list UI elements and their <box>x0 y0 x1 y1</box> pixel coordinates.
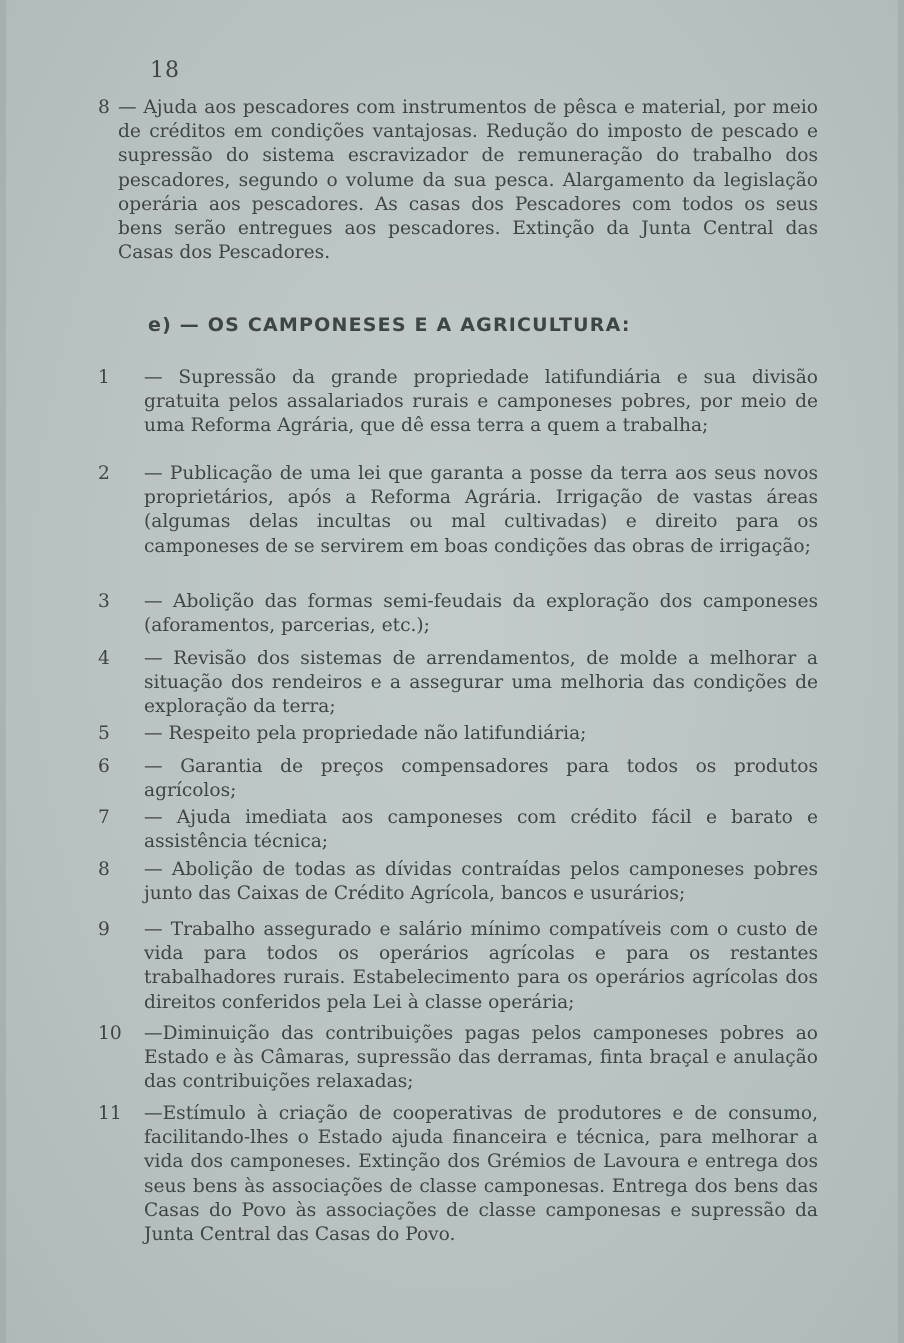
list-item <box>98 1102 818 1247</box>
item-text: — Publicação de uma lei que garanta a posse da terra aos seus novos proprietários, após a Reforma Agrária. Irrigação de vastas áreas (algumas delas incultas ou mal cultivadas) e direito para os camponeses de se servirem em boas condições das obras de irrigação; <box>144 463 818 557</box>
item-number: 5 <box>98 723 110 744</box>
item-number: 8 <box>98 97 110 118</box>
item-text: — Ajuda aos pescadores com instrumentos de pêsca e material, por meio de créditos em condições vantajosas. Redução do imposto de pescado e supressão do sistema escravizador de remuneração do trabalho dos pescadores, segundo o volume da sua pesca. Alargamento da legislação operária aos pescadores. As casas dos Pescadores com todos os seus bens serão entregues aos pescadores. Extinção da Junta Central das Casas dos Pescadores. <box>118 97 818 264</box>
item-text: — Revisão dos sistemas de arrendamentos, de molde a melhorar a situação dos rendeiros e a assegurar uma melhoria das condições de exploração da terra; <box>144 648 818 718</box>
list-item <box>98 755 818 803</box>
list-item <box>98 918 818 1015</box>
item-number: 3 <box>98 591 110 612</box>
item-text: —Estímulo à criação de cooperativas de produtores e de consumo, facilitando-lhes o Estado ajuda financeira e técnica, para melhorar a vida dos camponeses. Extinção dos Grémios de Lavoura e entrega dos seus bens às associações de classe camponesas. Entrega dos bens das Casas do Povo às associações de classe camponesas e supressão da Junta Central das Casas do Povo. <box>144 1103 818 1246</box>
item-number: 9 <box>98 919 110 940</box>
item-number: 11 <box>98 1103 122 1124</box>
item-fishermen <box>98 96 818 265</box>
item-text: —Diminuição das contribuições pagas pelos camponeses pobres ao Estado e às Câmaras, supressão das derramas, finta braçal e anulação das contribuições relaxadas; <box>144 1023 818 1093</box>
item-number: 7 <box>98 807 110 828</box>
item-number: 2 <box>98 463 110 484</box>
item-text: — Trabalho assegurado e salário mínimo compatíveis com o custo de vida para todos os operários agrícolas e para os restantes trabalhadores rurais. Estabelecimento para os operários agrícolas dos direitos conferidos pela Lei à classe operária; <box>144 919 818 1013</box>
item-number: 4 <box>98 648 110 669</box>
item-text: — Garantia de preços compensadores para todos os produtos agrícolos; <box>144 756 818 802</box>
page-edge-left <box>0 0 6 1343</box>
item-text: — Respeito pela propriedade não latifundiária; <box>144 723 587 744</box>
item-number: 1 <box>98 367 110 388</box>
list-item <box>98 858 818 906</box>
item-number: 6 <box>98 756 110 777</box>
list-item <box>98 590 818 638</box>
page-edge-right <box>898 0 904 1343</box>
item-text: — Abolição das formas semi-feudais da exploração dos camponeses (aforamentos, parcerias, etc.); <box>144 591 818 637</box>
item-text: — Ajuda imediata aos camponeses com crédito fácil e barato e assistência técnica; <box>144 807 818 853</box>
item-text: — Supressão da grande propriedade latifundiária e sua divisão gratuita pelos assalariados rurais e camponeses pobres, por meio de uma Reforma Agrária, que dê essa terra a quem a trabalha; <box>144 367 818 437</box>
list-item <box>98 366 818 439</box>
list-item <box>98 647 818 720</box>
item-number: 10 <box>98 1023 122 1044</box>
section-heading: e) — OS CAMPONESES E A AGRICULTURA: <box>148 314 631 336</box>
list-item <box>98 462 818 559</box>
list-item <box>98 1022 818 1095</box>
item-number: 8 <box>98 859 110 880</box>
list-item <box>98 722 818 746</box>
list-item <box>98 806 818 854</box>
page-number: 18 <box>150 58 180 83</box>
item-text: — Abolição de todas as dívidas contraídas pelos camponeses pobres junto das Caixas de Crédito Agrícola, bancos e usurários; <box>144 859 818 905</box>
